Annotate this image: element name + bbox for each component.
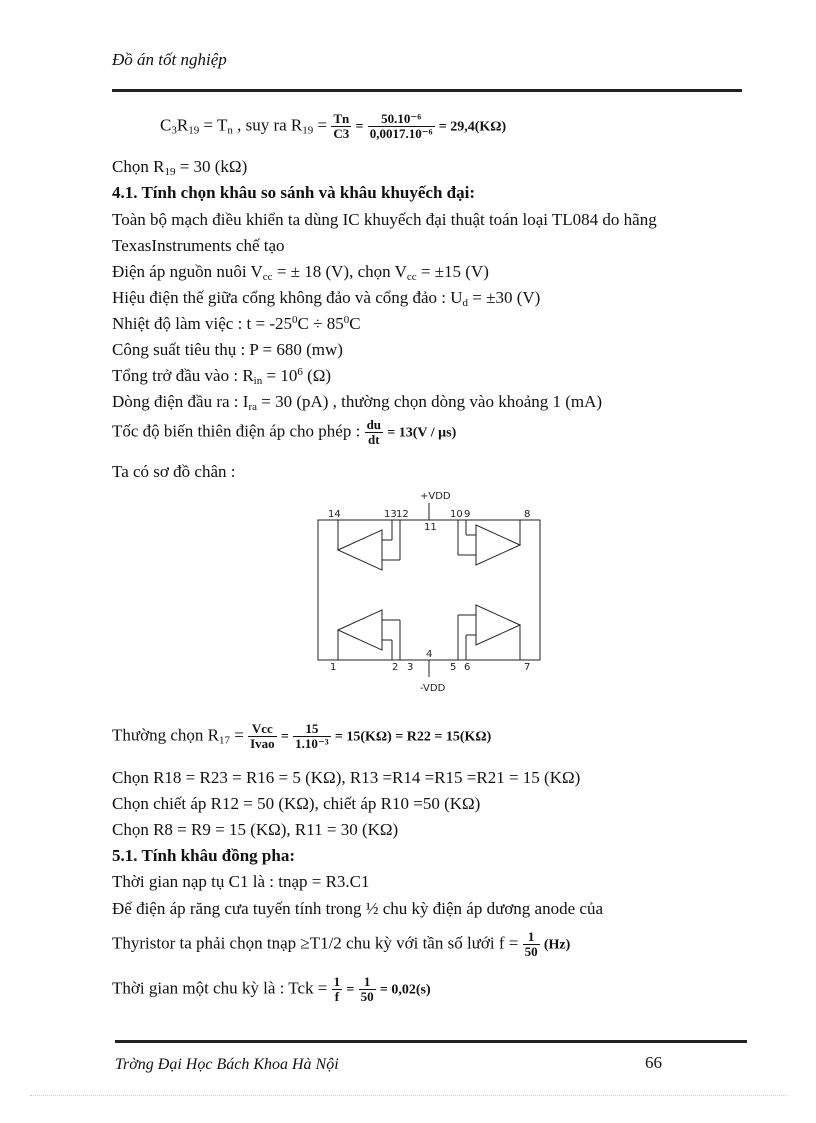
pin-label: 14 [328, 509, 341, 520]
text-line: Hiệu điện thế giữa cổng không đảo và cổng đảo : $U_d = \pm 30$ (V) [112, 288, 541, 309]
pin-label: 10 [450, 509, 463, 520]
text-line: Thyristor ta phải chọn tnạp ≥T1/2 chu kỳ với tần số lưới f = $\frac{1}{50}$ (Hz) [112, 929, 571, 960]
text-line: Điện áp nguồn nuôi $V_{cc}$ = ± 18 (V), chọn $V_{cc} = \pm 15$ (V) [112, 262, 489, 283]
section-4-1-heading: 4.1. Tính chọn khâu so sánh và khâu khuyếch đại: [112, 183, 475, 202]
pin-label: 3 [407, 662, 414, 673]
text-line: Công suất tiêu thụ : P = 680 (mw) [112, 340, 343, 359]
header-title: Đồ án tốt nghiệp [112, 50, 227, 69]
text-line: Để điện áp răng cưa tuyến tính trong ½ chu kỳ điện áp dương anode của [112, 899, 603, 918]
header-rule [112, 89, 742, 92]
text-line: Thời gian một chu kỳ là : Tck = $\frac{1}{f}$ = $\frac{1}{50}$ = 0,02(s) [112, 974, 431, 1005]
section-5-1-heading: 5.1. Tính khâu đồng pha: [112, 846, 296, 865]
pin-label: 9 [464, 509, 471, 520]
text-line: Tổng trở đầu vào : $R_{in} = 10^6$ (Ω) [112, 366, 332, 387]
text-line: Chọn chiết áp R12 = 50 (KΩ), chiết áp R10 =50 (KΩ) [112, 794, 481, 813]
text-line: Nhiệt độ làm việc : $t = -25^0C \div 85^0C$ [112, 314, 361, 333]
text-line: Ta có sơ đồ chân : [112, 462, 236, 481]
pin-label: 7 [524, 662, 531, 673]
text-chon-r19: Chọn $R_{19} = 30$ (kΩ) [112, 157, 248, 178]
text-line: Chọn R8 = R9 = 15 (KΩ), R11 = 30 (KΩ) [112, 820, 399, 839]
formula-r17: Thường chọn $R_{17}$ = $\frac{\text{Vcc}}{\text{Ivao}}$ = $\frac{15}{\text{1.10⁻³}}$ = 15(KΩ) = R22 = 15(KΩ) [112, 721, 492, 752]
pin-label: 4 [426, 649, 433, 660]
pin-label: 13 [384, 509, 397, 520]
page-number: 66 [645, 1053, 662, 1072]
text-line: Thời gian nạp tụ C1 là : tnạp = R3.C1 [112, 872, 370, 891]
text-line: Dòng điện đầu ra : $I_{ra} = 30$ (pA) , thường chọn dòng vào khoảng 1 (mA) [112, 392, 603, 413]
pin-label: 1 [330, 662, 337, 673]
footer-school: Trờng Đại Học Bách Khoa Hà Nội [115, 1056, 339, 1073]
text-line: Chọn R18 = R23 = R16 = 5 (KΩ), R13 =R14 =R15 =R21 = 15 (KΩ) [112, 768, 581, 787]
pin-label: 6 [464, 662, 471, 673]
text-slew-rate: Tốc độ biến thiên điện áp cho phép : $\frac{du}{dt}$ = 13(V / μs) [112, 417, 457, 448]
vdd-top-label: +VDD [420, 491, 451, 502]
vdd-bottom-label: -VDD [420, 683, 446, 694]
text-line: TexasInstruments chế tạo [112, 236, 285, 255]
text-line: Toàn bộ mạch điều khiển ta dùng IC khuyếch đại thuật toán loại TL084 do hãng [112, 210, 657, 229]
formula-r19: $C_3R_{19} = T_n$ , suy ra $R_{19}$ = $\frac{Tn}{C3}$ = $\frac{\text{50.10⁻⁶}}{\text{0,0017.10⁻⁶}}$ = 29,4(KΩ) [160, 111, 507, 142]
footer-rule [115, 1040, 747, 1043]
pin-label: 11 [424, 522, 437, 533]
pin-label: 5 [450, 662, 457, 673]
tl084-pinout-diagram [300, 485, 560, 700]
pin-label: 2 [392, 662, 399, 673]
pin-label: 12 [396, 509, 409, 520]
bottom-dotted-line [30, 1095, 786, 1096]
pin-label: 8 [524, 509, 531, 520]
